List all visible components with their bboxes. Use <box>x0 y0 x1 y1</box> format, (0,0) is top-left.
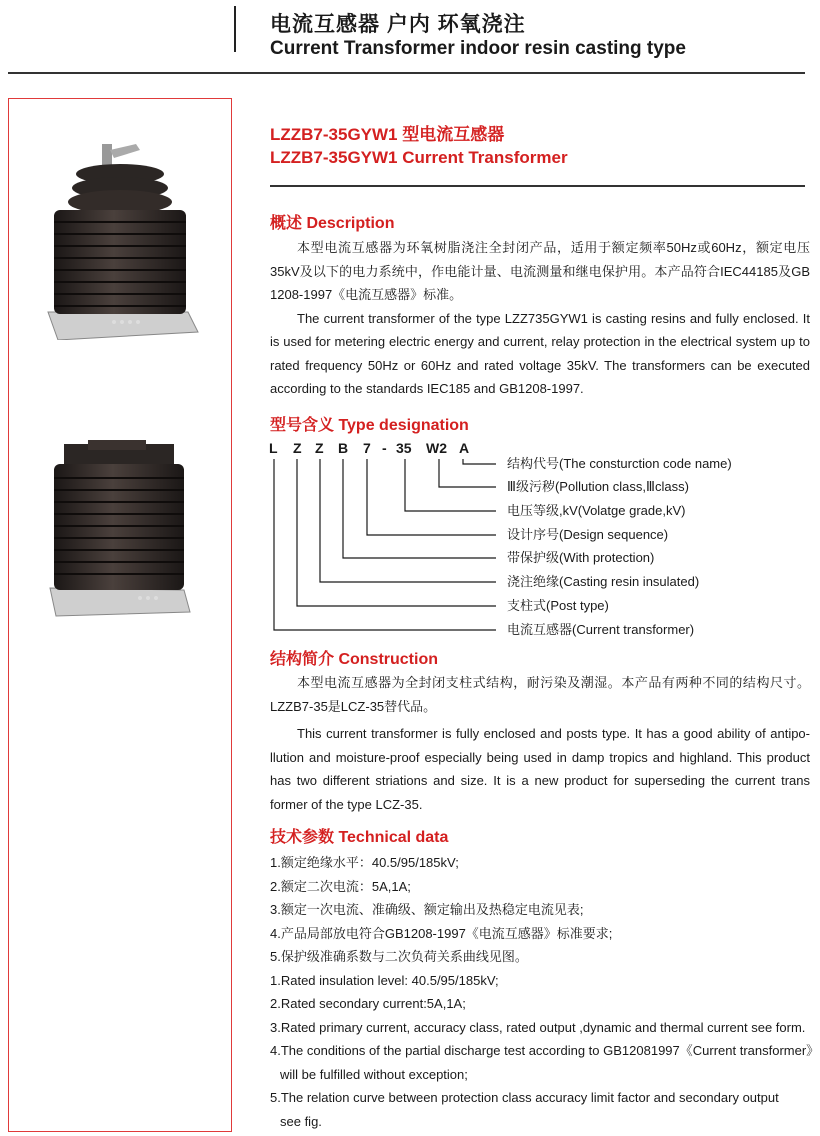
description-heading: 概述 Description <box>270 215 395 232</box>
technical-list <box>270 851 820 1133</box>
label-casting-resin: 浇注绝缘(Casting resin insulated) <box>507 574 700 589</box>
code-Z2: Z <box>315 440 324 456</box>
type-designation-diagram <box>262 432 762 642</box>
header-rule <box>8 72 805 74</box>
tech-item: 4.The conditions of the partial discharge test according to GB12081997《Current transformer》 <box>270 1043 820 1058</box>
description-para-cn: 本型电流互感器为环氧树脂浇注全封闭产品，适用于额定频率50Hz或60Hz，额定电压35kV及以下的电力系统中，作电能计量、电流测量和继电保护用。本产品符合IEC44185及GB 1208-1997《电流互感器》标准。 <box>270 240 810 302</box>
tech-item: 3.Rated primary current, accuracy class, rated output ,dynamic and thermal current see form. <box>270 1019 806 1035</box>
construction-body <box>270 671 810 816</box>
code-dash: - <box>382 440 387 456</box>
code-L: L <box>269 440 278 456</box>
construction-para-en: This current transformer is fully enclosed and posts type. It has a good ability of antipo-llution and moisture-proof especially being used in damp tropics and highland. This product has two different striations and size. It is a new product for superseding the current trans former of the type LCZ-35. <box>270 726 810 812</box>
technical-heading: 技术参数 Technical data <box>270 829 449 846</box>
code-7: 7 <box>363 440 371 456</box>
tech-item: 2.Rated secondary current:5A,1A; <box>270 996 466 1011</box>
label-current-transformer: 电流互感器(Current transformer) <box>507 622 695 637</box>
description-para-en: The current transformer of the type LZZ735GYW1 is casting resins and fully enclosed. It is used for metering electric energy and current, relay protection in the electrical system up to rated frequency 50Hz or 60Hz and rated voltage 35kV. The transformers can be executed according to the standards IEC185 and GB1208-1997. <box>270 310 810 396</box>
transformer-image-1 <box>40 140 200 340</box>
code-35: 35 <box>396 440 412 456</box>
transformer-image-2 <box>44 440 194 620</box>
tech-item: 2.额定二次电流：5A,1A; <box>270 878 411 894</box>
tech-item: 5.The relation curve between protection class accuracy limit factor and secondary output <box>270 1090 779 1105</box>
type-designation-heading: 型号含义 Type designation <box>270 417 469 434</box>
construction-para-cn: 本型电流互感器为全封闭支柱式结构，耐污染及潮湿。本产品有两种不同的结构尺寸。LZZB7-35是LCZ-35替代品。 <box>270 675 810 714</box>
tech-item: 4.产品局部放电符合GB1208-1997《电流互感器》标准要求; <box>270 925 613 941</box>
code-W2: W2 <box>426 440 447 456</box>
label-structure-code: 结构代号(The consturction code name) <box>507 456 732 471</box>
description-body <box>270 236 810 401</box>
label-pollution-class: Ⅲ级污秽(Pollution class,Ⅲclass) <box>507 479 689 494</box>
header-title-en: Current Transformer indoor resin casting type <box>270 38 686 59</box>
product-title-en: LZZB7-35GYW1 Current Transformer <box>270 148 568 167</box>
tech-item: 3.额定一次电流、准确级、额定输出及热稳定电流见表; <box>270 902 584 917</box>
code-B: B <box>338 440 349 456</box>
label-post-type: 支柱式(Post type) <box>507 598 609 613</box>
tech-item-continued: will be fulfilled without exception; <box>280 1066 468 1082</box>
label-voltage-grade: 电压等级,kV(Volatge grade,kV) <box>507 503 686 518</box>
header-divider <box>234 6 236 52</box>
product-rule <box>270 185 805 187</box>
header-title-cn: 电流互感器 户内 环氧浇注 <box>270 13 526 36</box>
product-title-cn: LZZB7-35GYW1 型电流互感器 <box>270 125 505 144</box>
tech-item: 1.Rated insulation level: 40.5/95/185kV; <box>270 972 499 988</box>
tech-item: 1.额定绝缘水平：40.5/95/185kV; <box>270 855 459 870</box>
tech-item: 5.保护级准确系数与二次负荷关系曲线见图。 <box>270 949 528 964</box>
code-Z1: Z <box>293 440 302 456</box>
label-design-sequence: 设计序号(Design sequence) <box>507 527 669 542</box>
construction-heading: 结构简介 Construction <box>270 651 438 668</box>
label-with-protection: 带保护级(With protection) <box>507 550 655 565</box>
code-A: A <box>459 440 470 456</box>
tech-item-continued: see fig. <box>280 1113 322 1129</box>
